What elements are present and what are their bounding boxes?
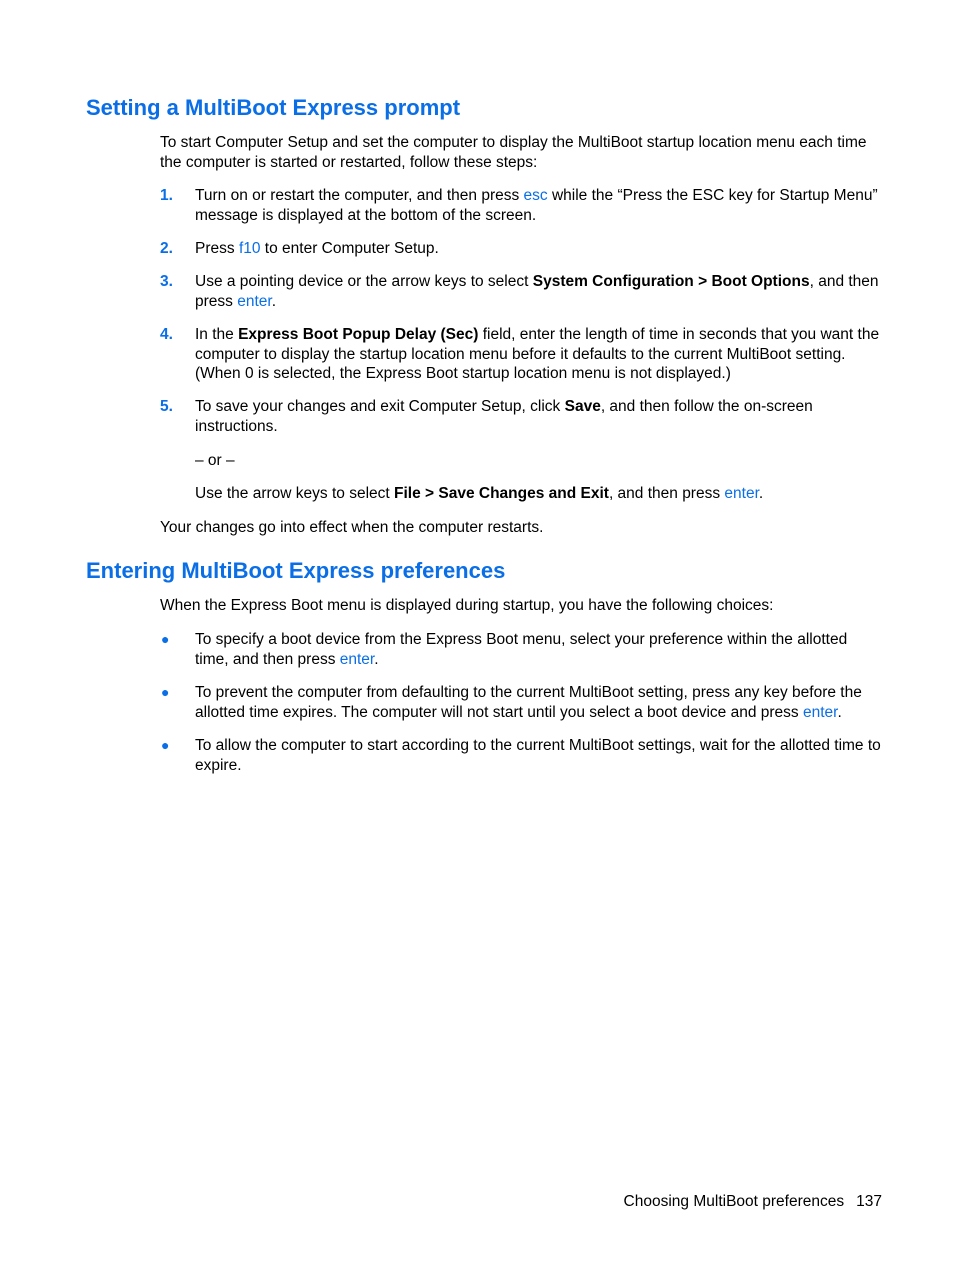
bullet-icon: ● (161, 737, 170, 753)
step-1 (160, 186, 885, 225)
step-text: Use a pointing device or the arrow keys to select System Configuration > Boot Options, and then press enter. (195, 273, 879, 310)
key-f10: f10 (238, 240, 261, 257)
key-enter: enter (237, 292, 272, 310)
bullet-text: To specify a boot device from the Express Boot menu, select your preference within the allotted time, and then press enter. (195, 631, 848, 668)
menu-path: System Configuration > Boot Options (532, 273, 810, 290)
section-heading-multiboot-preferences: Entering MultiBoot Express preferences (86, 558, 506, 583)
step-3 (160, 272, 885, 311)
section-heading-multiboot-prompt: Setting a MultiBoot Express prompt (86, 95, 461, 120)
bullet-icon: ● (161, 631, 170, 647)
key-enter: enter (724, 485, 759, 502)
bullet-text: To allow the computer to start according to the current MultiBoot settings, wait for the allotted time to expire. (195, 737, 881, 774)
page-footer (624, 1192, 882, 1212)
footer-section-title: Choosing MultiBoot preferences (623, 1193, 845, 1210)
section1-intro: To start Computer Setup and set the computer to display the MultiBoot startup location menu each time the computer is started or restarted, follow these steps: (160, 134, 867, 171)
section2-intro: When the Express Boot menu is displayed during startup, you have the following choices: (160, 597, 774, 614)
step-text: In the Express Boot Popup Delay (Sec) field, enter the length of time in seconds that you want the computer to display the startup location menu before it defaults to the current MultiBoot setting. (When 0 is selected, the Express Boot startup location menu is not displayed.) (195, 326, 880, 382)
key-enter: enter (802, 703, 838, 721)
step-4 (160, 325, 885, 384)
step-5-or-separator: – or – (195, 452, 235, 469)
save-label: Save (564, 398, 601, 415)
step-number: 2. (160, 240, 173, 257)
bullet-item-3 (160, 736, 885, 775)
step-text: Turn on or restart the computer, and then press esc while the “Press the ESC key for Startup Menu” message is displayed at the bottom of the screen. (195, 187, 878, 224)
step-5-alternative: Use the arrow keys to select File > Save Changes and Exit, and then press enter. (195, 485, 764, 502)
page-number: 137 (856, 1193, 882, 1210)
bullet-text: To prevent the computer from defaulting to the current MultiBoot setting, press any key before the allotted time expires. The computer will not start until you select a boot device and press enter. (195, 684, 862, 721)
key-esc: esc (523, 187, 548, 204)
bullet-item-1 (160, 630, 885, 669)
step-5 (160, 397, 885, 436)
bullet-icon: ● (161, 684, 170, 700)
bullet-item-2 (160, 683, 885, 722)
key-enter: enter (339, 650, 375, 668)
field-name: Express Boot Popup Delay (Sec) (238, 326, 479, 343)
step-number: 5. (160, 398, 173, 415)
step-text: To save your changes and exit Computer Setup, click Save, and then follow the on-screen instructions. (195, 398, 813, 435)
step-2 (160, 239, 885, 259)
step-text: Press f10 to enter Computer Setup. (195, 240, 439, 257)
step-number: 1. (160, 187, 173, 204)
section1-outro: Your changes go into effect when the computer restarts. (160, 519, 544, 536)
menu-path: File > Save Changes and Exit (394, 485, 609, 502)
step-number: 4. (160, 326, 173, 343)
step-number: 3. (160, 273, 173, 290)
